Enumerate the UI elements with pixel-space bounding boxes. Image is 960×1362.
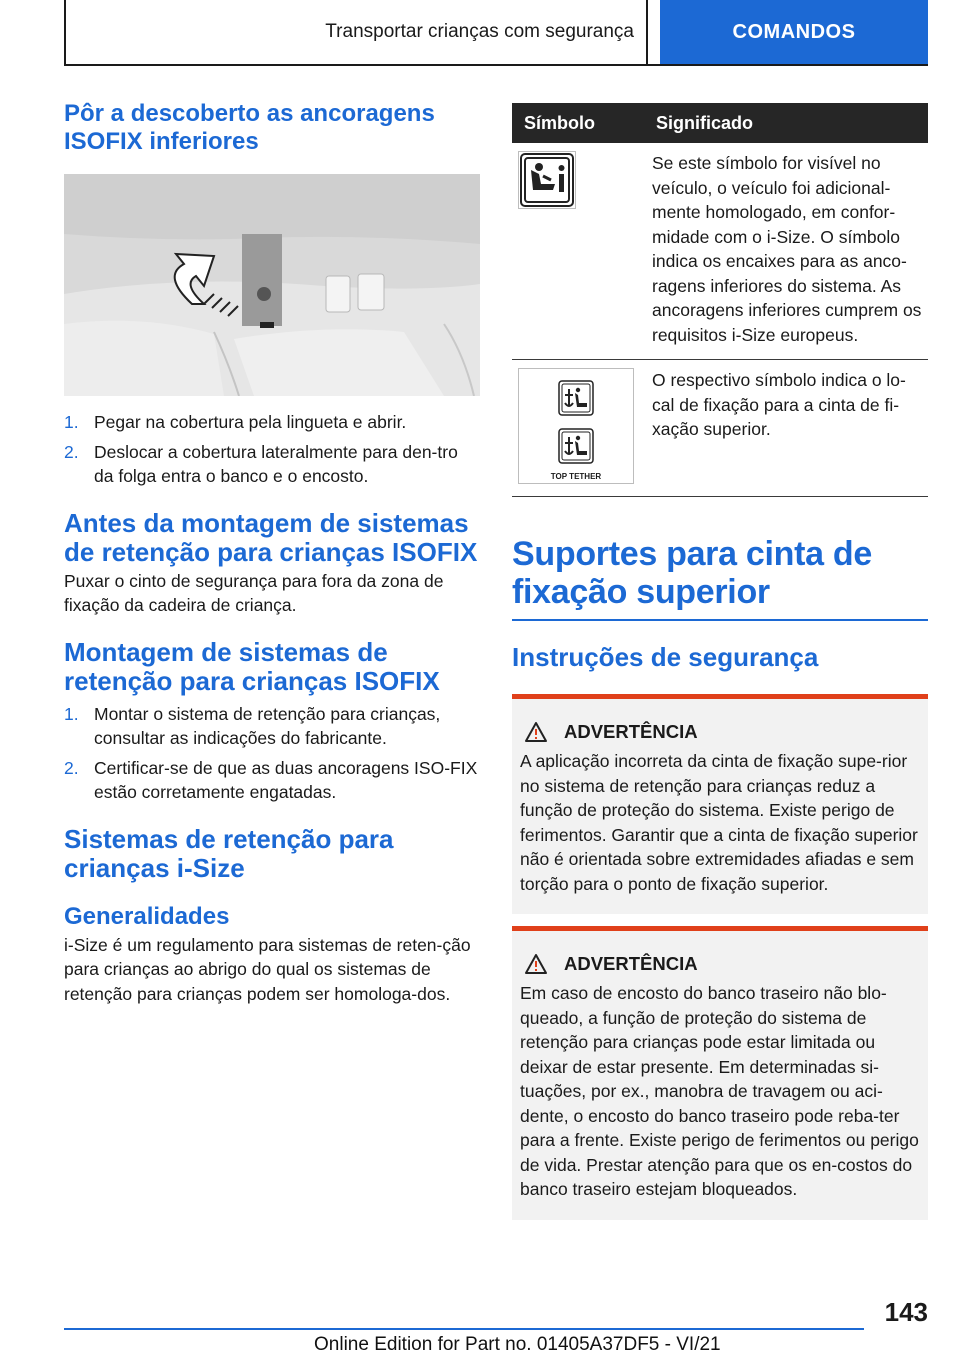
isofix-seat-illustration — [64, 174, 480, 396]
chapter-label: COMANDOS — [732, 20, 856, 43]
left-column — [64, 100, 480, 1006]
heading-mounting: Montagem de sistemas de retenção para crianças ISOFIX — [64, 636, 440, 696]
warning-box — [512, 694, 928, 914]
list-item — [64, 756, 480, 805]
warning-title — [520, 721, 920, 743]
paragraph-before-mounting: Puxar o cinto de segurança para fora da zona de fixação da cadeira de criança. — [64, 570, 444, 615]
warning-text: Em caso de encosto do banco traseiro não blo-queado, a função de proteção do sistema de retenção para crianças pode estar limitada ou deixar de estar presente. Em determinadas si-tuações, por ex., manobra de travagem ou aci-dente, o encosto do banco traseiro pode reba-ter para a frente. Existe perigo de ferimentos ou perigo de vida. Prestar atenção para que os en-costos do banco traseiro estejam bloqueados. — [520, 983, 919, 1199]
heading-generalities: Generalidades — [64, 902, 230, 930]
warning-title-text: ADVERTÊNCIA — [564, 721, 698, 742]
warning-title-text: ADVERTÊNCIA — [564, 953, 698, 974]
footer-rule — [64, 1328, 864, 1330]
column-header-symbol: Símbolo — [512, 103, 644, 143]
column-header-meaning: Significado — [644, 103, 928, 143]
page-number: 143 — [884, 1297, 928, 1327]
step-number: 1. — [64, 703, 79, 724]
header-rule — [64, 64, 928, 66]
warning-title — [520, 953, 920, 975]
meaning-cell: Se este símbolo for visível no veículo, o veículo foi adicional-mente homologado, em confor-midade com o i-Size. O símbolo indica os encaixes para as anco-ragens inferiores do sistema. As ancoragens inferiores cumprem os requisitos i-Size europeus. — [644, 143, 928, 360]
right-column — [512, 103, 928, 1220]
list-item — [64, 410, 480, 435]
isize-symbol-icon — [518, 151, 576, 209]
chapter-tab[interactable] — [660, 0, 928, 64]
seat-image — [64, 174, 480, 396]
table-row — [512, 360, 928, 497]
paragraph-generalities: i-Size é um regulamento para sistemas de reten-ção para crianças ao abrigo do qual os sistemas de retenção para crianças podem ser homologa-dos. — [64, 934, 471, 1004]
top-tether-label: TOP TETHER — [550, 472, 602, 481]
symbol-table — [512, 103, 928, 497]
table-row — [512, 143, 928, 360]
meaning-cell: O respectivo símbolo indica o lo-cal de fixação para a cinta de fi-xação superior. — [644, 360, 928, 497]
step-text: Montar o sistema de retenção para crianças, consultar as indicações do fabricante. — [94, 703, 441, 748]
steps-mount-list — [64, 702, 480, 805]
step-text: Pegar na cobertura pela lingueta e abrir. — [94, 412, 407, 432]
heading-top-tether-supports: Suportes para cinta de fixação superior — [512, 535, 872, 611]
header-section-title — [64, 0, 648, 64]
footer-edition: Online Edition for Part no. 01405A37DF5 - VI/21 — [314, 1334, 721, 1355]
warning-triangle-icon — [524, 953, 548, 975]
top-tether-symbol — [518, 368, 634, 484]
heading-rule — [512, 619, 928, 621]
steps-open-list — [64, 410, 480, 489]
section-title: Transportar crianças com segurança — [325, 21, 634, 42]
symbol-cell — [512, 143, 644, 360]
step-text: Deslocar a cobertura lateralmente para den-tro da folga entra o banco e o encosto. — [94, 441, 458, 486]
step-number: 2. — [64, 757, 79, 778]
list-item — [64, 440, 480, 489]
warning-triangle-icon — [524, 721, 548, 743]
heading-isofix-open: Pôr a descoberto as ancoragens ISOFIX inferiores — [64, 100, 435, 155]
step-number: 1. — [64, 412, 79, 432]
heading-safety-instructions: Instruções de segurança — [512, 642, 819, 672]
symbol-cell — [512, 360, 644, 497]
step-number: 2. — [64, 441, 79, 462]
list-item — [64, 702, 480, 751]
step-text: Certificar-se de que as duas ancoragens ISO-FIX estão corretamente engatadas. — [94, 757, 478, 802]
warning-text: A aplicação incorreta da cinta de fixação supe-rior no sistema de retenção para crianças reduz a função de proteção do sistema. Existe perigo de ferimentos. Garantir que a cinta de fixação superior não é orientada sobre extremidades afiadas e sem torção para o ponto de fixação superior. — [520, 751, 918, 894]
heading-before-mounting: Antes da montagem de sistemas de retenção para crianças ISOFIX — [64, 507, 478, 567]
warning-box — [512, 926, 928, 1220]
heading-isize-systems: Sistemas de retenção para crianças i-Size — [64, 823, 394, 883]
